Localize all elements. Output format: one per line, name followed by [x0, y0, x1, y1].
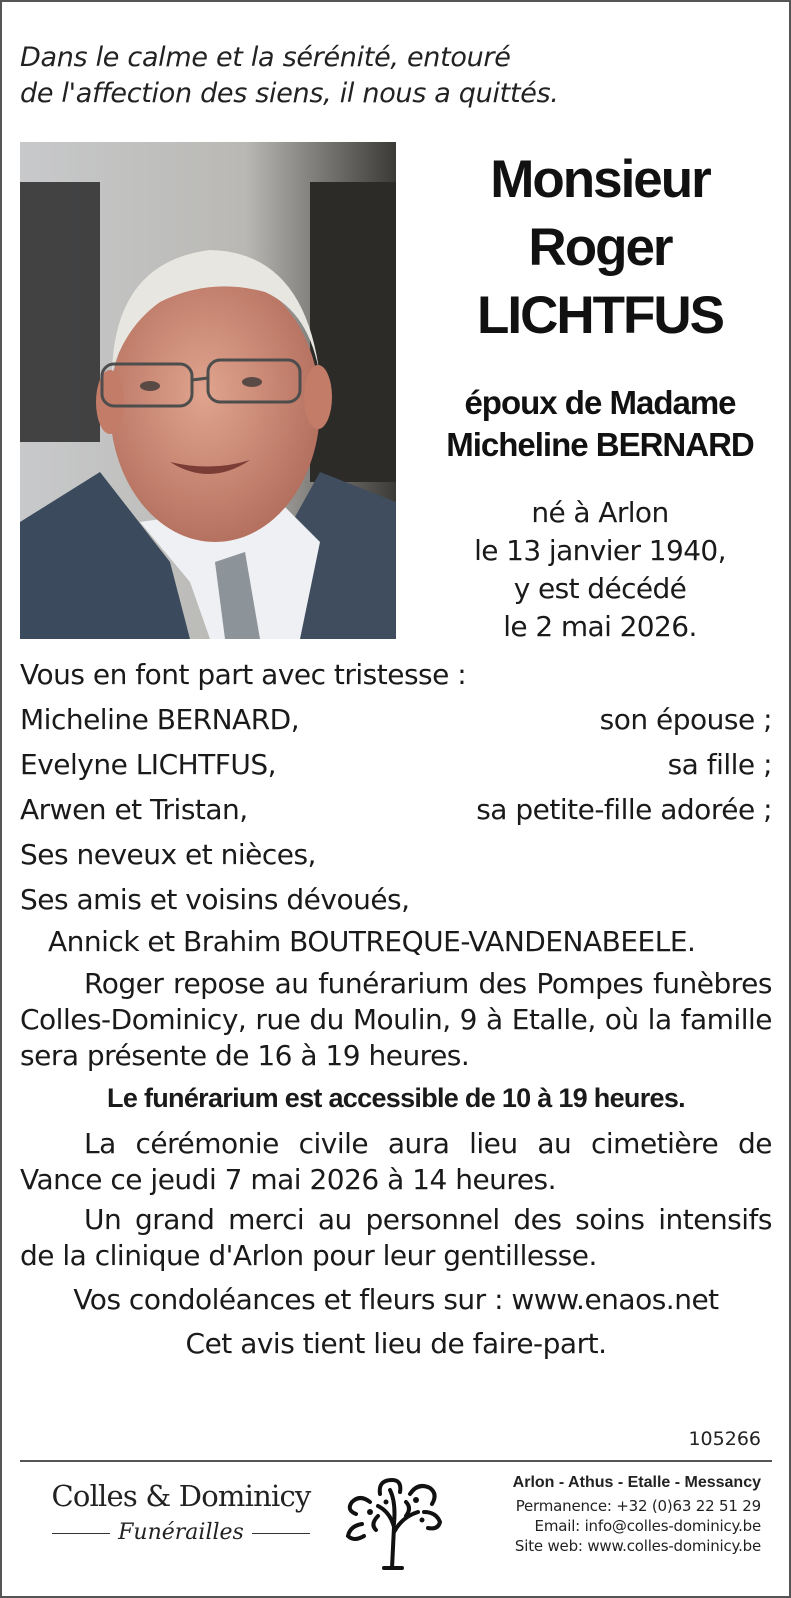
contact-info — [441, 1470, 761, 1556]
ceremony-text: La cérémonie civile aura lieu au cimetière de Vance ce jeudi 7 mai 2026 à 14 heures. — [20, 1127, 772, 1196]
announcement-body — [20, 652, 772, 1366]
intro-text — [20, 40, 760, 112]
spouse-line-2: Micheline BERNARD — [446, 426, 754, 463]
family-member-relation: sa fille ; — [667, 748, 772, 781]
logo-rule-right — [252, 1533, 310, 1534]
hours-notice: Le funérarium est accessible de 10 à 19 heures. — [107, 1083, 685, 1113]
life-dates — [420, 494, 780, 646]
deceased-name — [420, 146, 780, 350]
born-line-1: né à Arlon — [531, 496, 669, 529]
logo-subtitle: Funérailles — [118, 1520, 244, 1545]
thanks-paragraph — [20, 1202, 772, 1274]
died-line-1: y est décédé — [513, 572, 687, 605]
thanks-text: Un grand merci au personnel des soins intensifs de la clinique d'Arlon pour leur gentillesse. — [20, 1203, 772, 1272]
email-line: Email: info@colles-dominicy.be — [534, 1517, 761, 1535]
rest-text: Roger repose au funérarium des Pompes funèbres Colles-Dominicy, rue du Moulin, 9 à Etalle, où la famille sera présente de 16 à 19 heures. — [20, 967, 772, 1072]
phone-line: Permanence: +32 (0)63 22 51 29 — [515, 1497, 761, 1515]
family-others-1: Ses neveux et nièces, — [20, 838, 316, 871]
family-member-relation: son épouse ; — [599, 703, 772, 736]
cities-list: Arlon - Athus - Etalle - Messancy — [512, 1474, 761, 1491]
spouse-info — [420, 382, 780, 466]
name-title: Monsieur — [490, 150, 710, 209]
died-line-2: le 2 mai 2026. — [503, 610, 697, 643]
family-member-row — [20, 742, 772, 787]
born-line-2: le 13 janvier 1940, — [474, 534, 726, 567]
logo-subtitle-row — [36, 1518, 326, 1548]
family-member-name: Arwen et Tristan, — [20, 793, 248, 826]
ceremony-paragraph — [20, 1126, 772, 1198]
family-others-3: Annick et Brahim BOUTREQUE-VANDENABEELE. — [48, 925, 696, 958]
notice-line: Cet avis tient lieu de faire-part. — [185, 1327, 607, 1360]
portrait-photo — [20, 142, 396, 639]
funeral-home-logo — [36, 1478, 326, 1548]
family-member-name: Micheline BERNARD, — [20, 703, 300, 736]
website-line: Site web: www.colles-dominicy.be — [514, 1537, 761, 1555]
reference-number: 105266 — [688, 1428, 761, 1450]
intro-line-1: Dans le calme et la sérénité, entouré — [20, 42, 511, 73]
name-first: Roger — [528, 218, 672, 277]
tree-icon — [340, 1472, 450, 1572]
logo-rule-left — [52, 1533, 110, 1534]
portrait-illustration — [20, 142, 396, 639]
rest-paragraph — [20, 966, 772, 1074]
condolences-line: Vos condoléances et fleurs sur : www.enaos.net — [73, 1283, 719, 1316]
spouse-line-1: époux de Madame — [464, 384, 736, 421]
logo-title: Colles & Dominicy — [51, 1479, 311, 1513]
family-member-row — [20, 787, 772, 832]
family-member-row — [20, 697, 772, 742]
family-heading: Vous en font part avec tristesse : — [20, 658, 467, 691]
intro-line-2: de l'affection des siens, il nous a quittés. — [20, 78, 559, 109]
family-others-2: Ses amis et voisins dévoués, — [20, 883, 410, 916]
footer-divider — [20, 1460, 772, 1462]
family-member-name: Evelyne LICHTFUS, — [20, 748, 277, 781]
name-last: LICHTFUS — [476, 286, 724, 345]
family-member-relation: sa petite-fille adorée ; — [476, 793, 772, 826]
